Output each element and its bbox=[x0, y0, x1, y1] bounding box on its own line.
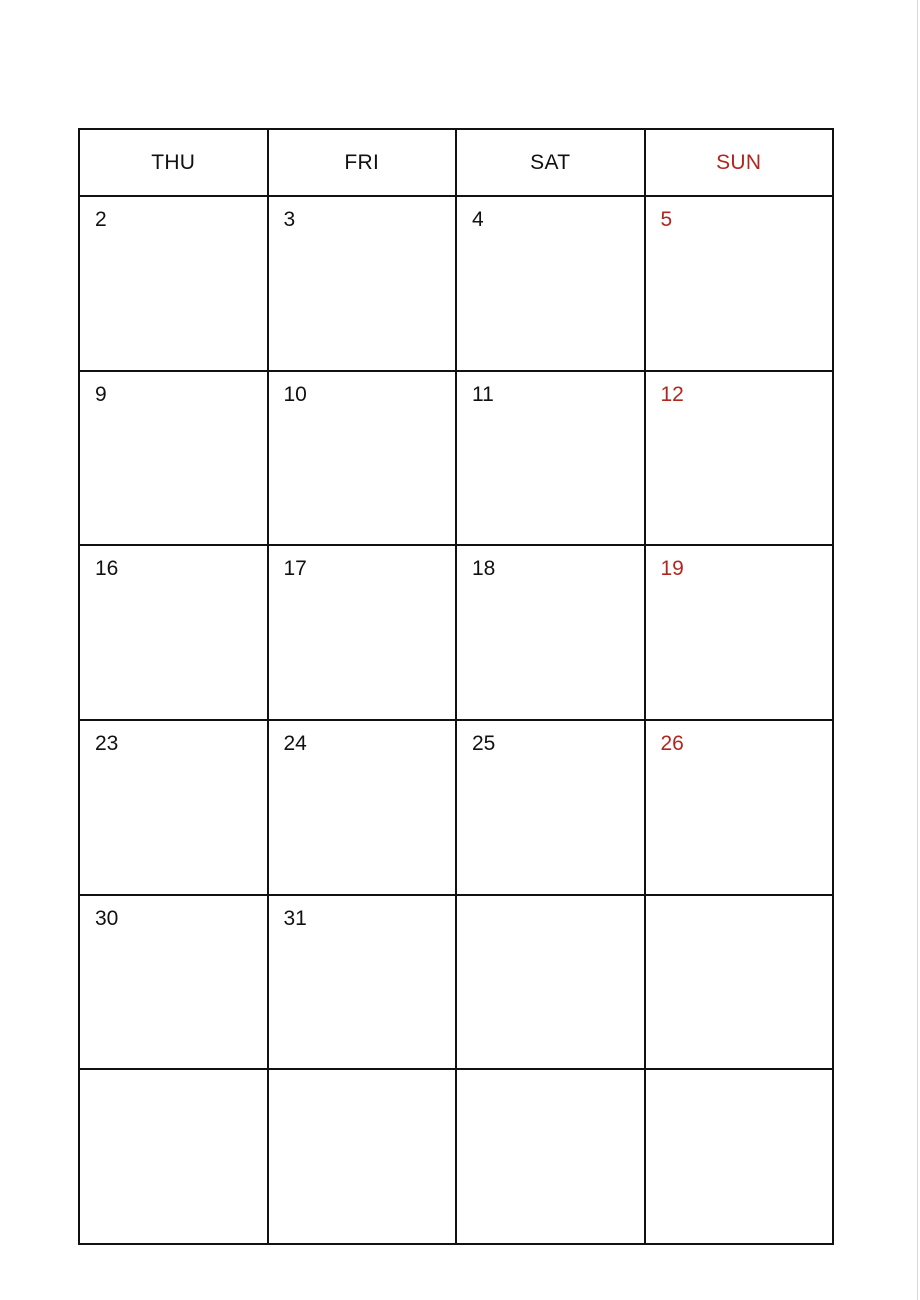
day-cell-empty[interactable] bbox=[646, 1070, 835, 1245]
day-number: 25 bbox=[472, 732, 496, 755]
day-cell[interactable] bbox=[80, 896, 269, 1071]
day-cell-sunday[interactable] bbox=[646, 372, 835, 547]
day-number: 12 bbox=[660, 382, 684, 406]
day-number: 23 bbox=[95, 732, 119, 755]
day-number: 9 bbox=[95, 382, 107, 406]
day-number: 2 bbox=[95, 208, 107, 231]
calendar-grid bbox=[78, 128, 834, 1245]
weekday-header-fri: FRI bbox=[269, 130, 458, 197]
day-cell-sunday[interactable] bbox=[646, 197, 835, 372]
day-cell-empty[interactable] bbox=[457, 1070, 646, 1245]
day-cell[interactable] bbox=[80, 197, 269, 372]
weekday-header-sat: SAT bbox=[457, 130, 646, 197]
day-number: 17 bbox=[283, 557, 307, 581]
day-number: 16 bbox=[95, 557, 119, 581]
day-cell[interactable] bbox=[457, 721, 646, 896]
day-number: 4 bbox=[472, 208, 484, 231]
day-number: 24 bbox=[283, 732, 307, 755]
page-edge-divider bbox=[917, 0, 918, 1300]
day-cell-empty[interactable] bbox=[80, 1070, 269, 1245]
day-number: 19 bbox=[660, 557, 684, 581]
weekday-header-thu: THU bbox=[80, 130, 269, 197]
day-cell-sunday[interactable] bbox=[646, 546, 835, 721]
day-number: 10 bbox=[283, 382, 307, 406]
day-cell[interactable] bbox=[269, 197, 458, 372]
day-cell[interactable] bbox=[80, 721, 269, 896]
day-cell[interactable] bbox=[269, 546, 458, 721]
day-cell-empty[interactable] bbox=[269, 1070, 458, 1245]
day-number: 30 bbox=[95, 906, 119, 930]
day-cell-empty[interactable] bbox=[457, 896, 646, 1071]
day-cell[interactable] bbox=[457, 546, 646, 721]
day-cell[interactable] bbox=[269, 372, 458, 547]
day-cell[interactable] bbox=[269, 721, 458, 896]
day-cell[interactable] bbox=[80, 546, 269, 721]
day-number: 11 bbox=[472, 382, 494, 406]
day-number: 5 bbox=[660, 208, 673, 231]
day-cell[interactable] bbox=[80, 372, 269, 547]
day-cell-empty[interactable] bbox=[646, 896, 835, 1071]
day-cell[interactable] bbox=[457, 372, 646, 547]
day-cell[interactable] bbox=[269, 896, 458, 1071]
day-number: 18 bbox=[472, 557, 496, 581]
day-cell-sunday[interactable] bbox=[646, 721, 835, 896]
weekday-header-sun: SUN bbox=[646, 130, 835, 197]
day-number: 3 bbox=[283, 208, 296, 231]
day-number: 31 bbox=[283, 906, 307, 930]
day-number: 26 bbox=[660, 732, 684, 755]
day-cell[interactable] bbox=[457, 197, 646, 372]
